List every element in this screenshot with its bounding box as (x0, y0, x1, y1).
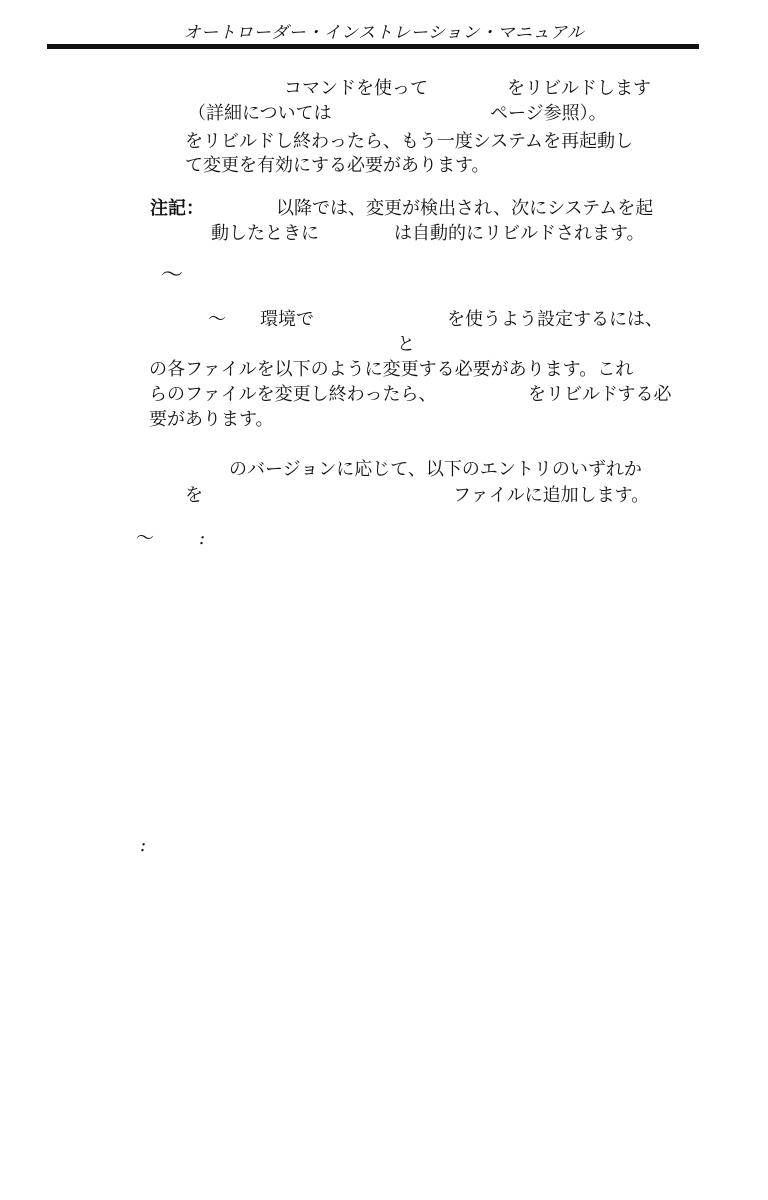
section-p2: の各ファイルを以下のように変更する必要があります。これ (149, 359, 634, 380)
section-heading-tilde: ～ (161, 263, 184, 288)
header-rule (47, 44, 699, 49)
entry-line2a: を (185, 485, 203, 506)
note-line2a: 動したときに (211, 223, 319, 244)
note-line2b: は自動的にリビルドされます。 (394, 223, 645, 244)
rebuild-line3: をリビルドし終わったら、もう一度システムを再起動し (185, 131, 634, 152)
running-header: オートローダー・インストレーション・マニュアル (183, 23, 585, 43)
entry-label2-colon: : (140, 835, 147, 856)
rebuild-line2b: ページ参照）。 (490, 103, 607, 124)
section-p4: 要があります。 (149, 409, 274, 430)
rebuild-line2a: （詳細については (188, 103, 332, 124)
section-p3b: をリビルドする必 (528, 384, 672, 405)
section-p3a: らのファイルを変更し終わったら、 (149, 384, 437, 405)
note-line1: 以降では、変更が検出され、次にシステムを起 (276, 198, 654, 219)
entry-line2b: ファイルに追加します。 (453, 485, 650, 506)
note-label: 注記： (150, 198, 204, 219)
section-p1-env: 環境で (260, 309, 314, 330)
rebuild-line1b: をリビルドします (507, 78, 651, 99)
entry-line1: のバージョンに応じて、以下のエントリのいずれか (229, 459, 642, 480)
section-p1-to: と (397, 334, 415, 355)
rebuild-line1: コマンドを使って (284, 78, 428, 99)
section-p1-tilde: ～ (208, 309, 226, 330)
entry-label-colon: : (199, 528, 206, 549)
rebuild-line4: て変更を有効にする必要があります。 (185, 155, 490, 176)
entry-label-tilde: ～ (136, 528, 154, 549)
section-p1-end: を使うよう設定するには、 (447, 309, 663, 330)
